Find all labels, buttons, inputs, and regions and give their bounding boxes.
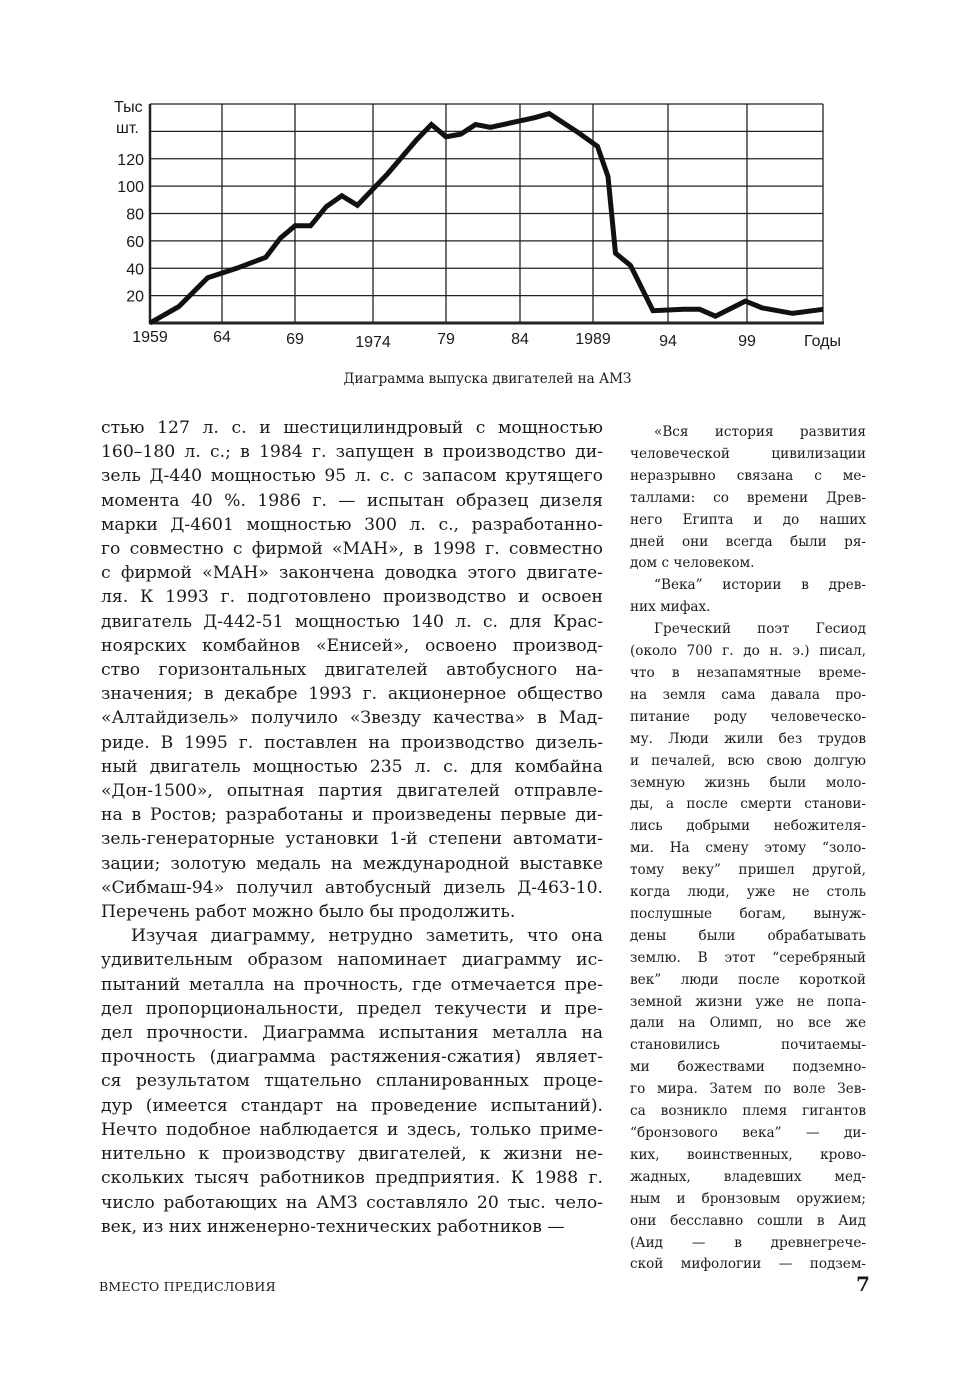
sidebar-text-line: (около 700 г. до н. э.) писал, — [630, 643, 866, 660]
main-text-line: момента 40 %. 1986 г. — испытан образец дизеля — [101, 490, 603, 511]
main-text-line: стью 127 л. с. и шестицилиндровый с мощностью — [101, 418, 603, 438]
main-text-line: го совместно с фирмой «МАН», в 1998 г. совместно — [101, 539, 603, 560]
sidebar-text-line: му. Люди жили без трудов — [630, 730, 866, 747]
sidebar-text-line: са возникло племя гигантов — [630, 1103, 866, 1120]
main-text-line: ноярских комбайнов «Енисей», освоено производ- — [101, 635, 603, 656]
sidebar-text-line: него Египта и до наших — [630, 511, 866, 528]
main-text-line: дел прочности. Диаграмма испытания металла на — [101, 1023, 603, 1044]
main-text-line: марки Д-4601 мощностью 300 л. с., разработанно- — [101, 514, 603, 535]
sidebar-text-line: них мифах. — [630, 599, 711, 616]
sidebar-text-line: таллами: со времени Древ- — [630, 489, 866, 506]
line-chart — [100, 92, 870, 362]
sidebar-text-line: ды, а после смерти станови- — [630, 796, 866, 813]
y-tick-label: 100 — [117, 179, 144, 197]
y-axis-labels — [117, 152, 144, 306]
sidebar-text-line: земной жизни уже не попа- — [630, 993, 866, 1010]
main-text-line: дур (имеется стандарт на проведение испытаний). — [101, 1095, 603, 1116]
sidebar-text-line: человеческой цивилизации — [630, 445, 866, 462]
sidebar-text-line: послушные богам, вынуж- — [630, 905, 866, 922]
main-text-line: удивительным образом напоминает диаграмму ис- — [101, 950, 603, 971]
sidebar-text-line: земную жизнь были моло- — [630, 774, 866, 791]
main-text-line: Перечень работ можно было бы продолжить. — [101, 902, 516, 923]
main-text-line: риде. В 1995 г. поставлен на производство дизель- — [101, 732, 603, 753]
main-text-line: прочность (диаграмма растяжения-сжатия) являет- — [101, 1047, 603, 1068]
x-tick-label: 64 — [213, 329, 231, 346]
sidebar-text-line: ких, воинственных, крово- — [630, 1146, 866, 1163]
sidebar-text-line: дом с человеком. — [630, 555, 755, 572]
main-text-line: ся результатом тщательно спланированных проце- — [101, 1071, 603, 1092]
chart-data-line — [150, 114, 823, 323]
y-tick-label: 20 — [126, 288, 144, 306]
x-tick-label: 99 — [738, 333, 756, 350]
sidebar-text-line: ми. На смену этому “золо- — [630, 840, 866, 857]
y-axis-unit-line1: Тыс — [114, 99, 143, 116]
main-text-line: Изучая диаграмму, нетрудно заметить, что она — [131, 926, 603, 947]
y-tick-label: 40 — [126, 261, 144, 279]
x-axis-labels — [132, 329, 756, 351]
main-text-line: на в Ростов; разработаны и произведены первые ди- — [101, 805, 603, 826]
main-text-line: «Алтайдизель» получило «Звезду качества» в Мад- — [101, 708, 603, 729]
sidebar-text-line: на земля сама давала про- — [630, 686, 866, 703]
sidebar-text-line: “бронзового века” — ди- — [630, 1125, 866, 1141]
main-text-line: зель-генераторные установки 1-й степени автомати- — [101, 829, 603, 850]
sidebar-text-line: дней они всегда были ря- — [630, 533, 866, 550]
x-axis-label: Годы — [804, 333, 841, 350]
sidebar-text-line: ми божествами подземно- — [630, 1059, 866, 1076]
y-tick-label: 80 — [126, 206, 144, 224]
main-text-line: «Сибмаш-94» получил автобусный дизель Д-463-10. — [101, 877, 603, 898]
chart-grid — [149, 104, 824, 324]
x-tick-label: 1989 — [575, 331, 611, 348]
sidebar-text-line: век” люди после короткой — [630, 971, 866, 988]
main-text-line: число работающих на АМЗ составляло 20 тыс. чело- — [101, 1192, 603, 1213]
main-text-line: Нечто подобное наблюдается и здесь, только приме- — [101, 1119, 603, 1140]
running-footer-section-title: ВМЕСТО ПРЕДИСЛОВИЯ — [99, 1279, 276, 1294]
sidebar-text-line: го мира. Затем по воле Зев- — [630, 1081, 866, 1098]
x-tick-label: 84 — [511, 331, 529, 348]
sidebar-text-line: (Аид — в древнегрече- — [630, 1234, 866, 1251]
main-text-line: двигатель Д-442-51 мощностью 140 л. с. для Крас- — [101, 611, 603, 632]
sidebar-text-line: Греческий поэт Гесиод — [654, 621, 866, 638]
sidebar-text-line: ской мифологии — подзем- — [630, 1256, 866, 1273]
main-text-column — [101, 416, 603, 1239]
x-tick-label: 69 — [286, 331, 304, 348]
sidebar-text-line: когда люди, уже не столь — [630, 884, 866, 901]
sidebar-text-line: и печалей, всю свою долгую — [630, 752, 866, 769]
main-text-line: «Дон-1500», опытная партия двигателей отправле- — [101, 781, 603, 802]
y-axis-unit-line2: шт. — [116, 120, 139, 137]
sidebar-text-line: землю. В этот “серебряный — [630, 949, 866, 966]
page-number: 7 — [856, 1272, 870, 1296]
sidebar-text-line: питание роду человеческо- — [630, 708, 866, 725]
production-chart — [100, 92, 870, 362]
main-text-line: ля. К 1993 г. подготовлено производство и освоен — [101, 587, 603, 608]
main-text-line: скольких тысяч работников предприятия. К 1988 г. — [101, 1168, 603, 1189]
sidebar-text-line: «Вся история развития — [654, 424, 866, 440]
sidebar-text-line: неразрывно связана с ме- — [630, 467, 866, 484]
x-tick-label: 94 — [659, 333, 677, 350]
chart-caption: Диаграмма выпуска двигателей на АМЗ — [343, 371, 632, 387]
x-tick-label: 1974 — [355, 334, 391, 351]
main-text-line: зации; золотую медаль на международной выставке — [101, 853, 603, 874]
sidebar-text-line: лись добрыми небожителя- — [630, 818, 866, 835]
sidebar-text-line: дали на Олимп, но все же — [630, 1015, 866, 1032]
x-tick-label: 79 — [437, 331, 455, 348]
sidebar-text-line: они бесславно сошли в Аид — [630, 1212, 866, 1229]
main-text-line: значения; в декабре 1993 г. акционерное общество — [101, 684, 603, 705]
main-text-line: с фирмой «МАН» закончена доводка этого двигате- — [101, 563, 603, 584]
sidebar-text-line: становились почитаемы- — [630, 1037, 866, 1054]
main-text-line: дел пропорциональности, предел текучести и пре- — [101, 998, 603, 1019]
sidebar-text-column — [630, 422, 866, 1276]
y-tick-label: 60 — [126, 233, 144, 251]
main-text-line: зель Д-440 мощностью 95 л. с. с запасом крутящего — [101, 466, 603, 487]
x-tick-label: 1959 — [132, 329, 168, 346]
sidebar-text-line: тому веку” пришел другой, — [630, 862, 866, 879]
main-text-line: пытаний металла на прочность, где отмечается пре- — [101, 974, 603, 995]
main-text-line: век, из них инженерно-технических работников — — [101, 1216, 565, 1237]
sidebar-text-line: дены были обрабатывать — [630, 927, 866, 944]
sidebar-text-line: жадных, владевших мед- — [630, 1168, 866, 1185]
sidebar-text-line: “Века” истории в древ- — [654, 577, 866, 594]
main-text-line: ство горизонтальных двигателей автобусного на- — [101, 660, 603, 681]
sidebar-text-line: что в незапамятные време- — [630, 664, 866, 681]
main-text-line: ный двигатель мощностью 235 л. с. для комбайна — [101, 756, 603, 777]
sidebar-text-line: ным и бронзовым оружием; — [630, 1190, 866, 1207]
main-text-line: 160–180 л. с.; в 1984 г. запущен в производство ди- — [101, 442, 603, 463]
main-text-line: нительно к производству двигателей, к жизни не- — [101, 1144, 603, 1165]
y-tick-label: 120 — [117, 151, 144, 169]
